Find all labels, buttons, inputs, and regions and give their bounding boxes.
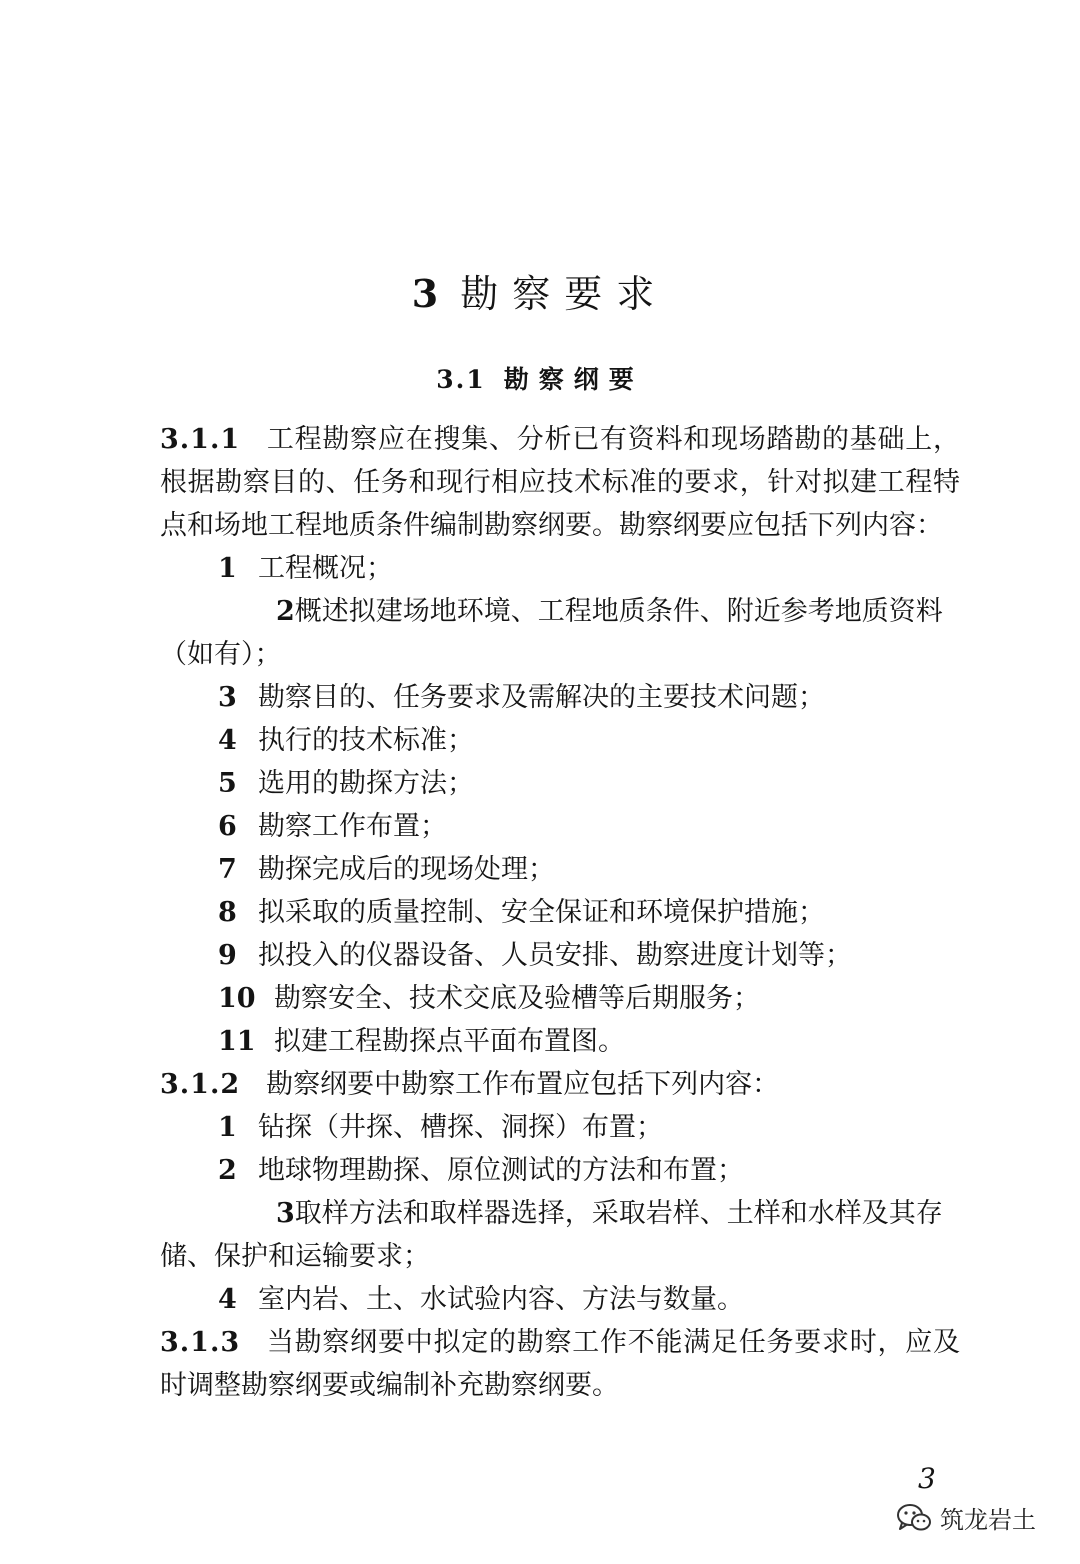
clause-number: 3.1.3 — [160, 1327, 241, 1358]
item-text: 概述拟建场地环境、工程地质条件、附近参考地质资料（如有）； — [160, 596, 943, 670]
section-title — [0, 360, 1080, 400]
list-item — [160, 1192, 960, 1278]
item-number: 11 — [218, 1026, 256, 1057]
item-text: 室内岩、土、水试验内容、方法与数量。 — [258, 1284, 744, 1315]
list-item — [160, 1020, 960, 1063]
list-item — [160, 676, 960, 719]
item-text: 拟建工程勘探点平面布置图。 — [274, 1026, 625, 1057]
page-number: 3 — [918, 1462, 936, 1495]
chapter-title — [0, 268, 1080, 320]
clause-number: 3.1.1 — [160, 424, 241, 455]
item-number: 2 — [218, 1155, 237, 1186]
list-item — [160, 1149, 960, 1192]
clause-paragraph — [160, 1063, 960, 1106]
list-item — [160, 719, 960, 762]
clause-paragraph — [160, 1321, 960, 1407]
item-number: 4 — [218, 725, 237, 756]
item-number: 9 — [218, 940, 237, 971]
list-item — [160, 977, 960, 1020]
watermark-text: 筑龙岩土 — [940, 1506, 1036, 1534]
item-number: 6 — [218, 811, 237, 842]
item-number: 5 — [218, 768, 237, 799]
item-number: 1 — [218, 1112, 237, 1143]
clause-text: 当勘察纲要中拟定的勘察工作不能满足任务要求时，应及时调整勘察纲要或编制补充勘察纲要。 — [160, 1327, 960, 1401]
clause-text: 勘察纲要中勘察工作布置应包括下列内容： — [266, 1069, 780, 1100]
watermark — [896, 1500, 1036, 1535]
item-text: 勘察目的、任务要求及需解决的主要技术问题； — [258, 682, 825, 713]
item-text: 工程概况； — [258, 553, 393, 584]
section-title-text: 勘察纲要 — [503, 365, 644, 394]
chapter-title-text: 勘察要求 — [460, 272, 669, 316]
list-item — [160, 547, 960, 590]
item-text: 拟采取的质量控制、安全保证和环境保护措施； — [258, 897, 825, 928]
item-text: 选用的勘探方法； — [258, 768, 474, 799]
item-number: 2 — [276, 596, 295, 627]
item-number: 10 — [218, 983, 256, 1014]
item-text: 取样方法和取样器选择，采取岩样、土样和水样及其存储、保护和运输要求； — [160, 1198, 943, 1272]
section-number: 3.1 — [436, 365, 486, 394]
item-text: 勘察安全、技术交底及验槽等后期服务； — [274, 983, 760, 1014]
item-number: 8 — [218, 897, 237, 928]
list-item — [160, 1278, 960, 1321]
clause-text: 工程勘察应在搜集、分析已有资料和现场踏勘的基础上，根据勘察目的、任务和现行相应技术标准的要求，针对拟建工程特点和场地工程地质条件编制勘察纲要。勘察纲要应包括下列内容： — [160, 424, 960, 541]
list-item — [160, 762, 960, 805]
item-number: 3 — [276, 1198, 295, 1229]
item-text: 钻探（井探、槽探、洞探）布置； — [258, 1112, 663, 1143]
item-text: 拟投入的仪器设备、人员安排、勘察进度计划等； — [258, 940, 852, 971]
clause-number: 3.1.2 — [160, 1069, 241, 1100]
item-text: 执行的技术标准； — [258, 725, 474, 756]
item-text: 勘探完成后的现场处理； — [258, 854, 555, 885]
item-text: 勘察工作布置； — [258, 811, 447, 842]
list-item — [160, 590, 960, 676]
clause-paragraph — [160, 418, 960, 547]
list-item — [160, 1106, 960, 1149]
item-number: 4 — [218, 1284, 237, 1315]
item-number: 7 — [218, 854, 237, 885]
chapter-number: 3 — [411, 271, 439, 316]
item-number: 3 — [218, 682, 237, 713]
list-item — [160, 805, 960, 848]
item-number: 1 — [218, 553, 237, 584]
list-item — [160, 848, 960, 891]
wechat-icon — [896, 1503, 932, 1533]
document-body — [160, 418, 960, 1407]
list-item — [160, 891, 960, 934]
list-item — [160, 934, 960, 977]
item-text: 地球物理勘探、原位测试的方法和布置； — [258, 1155, 744, 1186]
